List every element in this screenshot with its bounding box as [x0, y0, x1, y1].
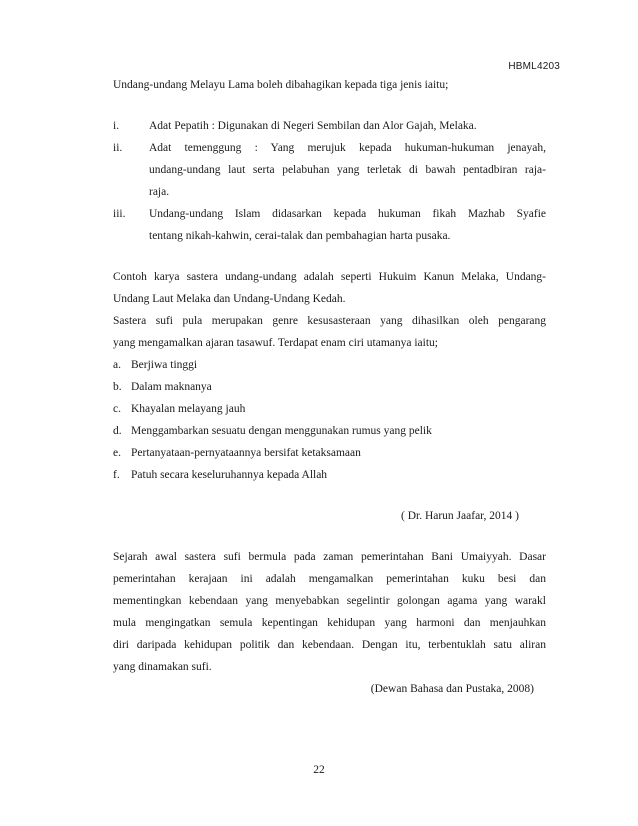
spacer [113, 247, 546, 266]
page-number: 22 [313, 764, 325, 776]
citation: (Dewan Bahasa dan Pustaka, 2008) [370, 683, 534, 695]
sufi-trait-item [113, 420, 546, 442]
history-paragraph: yang dinamakan sufi. [113, 661, 212, 673]
page-content [113, 74, 546, 700]
law-type-item [113, 203, 546, 247]
law-type-item [113, 137, 546, 203]
sufi-trait-item [113, 464, 546, 486]
list-text: Berjiwa tinggi [131, 359, 198, 371]
intro-paragraph: Undang-undang Melayu Lama boleh dibahagikan kepada tiga jenis iaitu; [113, 79, 449, 91]
spacer [113, 486, 546, 505]
list-letter: a. [113, 359, 121, 371]
document-code: HBML4203 [508, 61, 560, 72]
list-letter: d. [113, 425, 122, 437]
list-text: Dalam maknanya [131, 381, 212, 393]
list-text: raja. [149, 186, 170, 198]
examples-paragraph: Undang Laut Melaka dan Undang-Undang Kedah. [113, 293, 346, 305]
sufi-intro-paragraph: yang mengamalkan ajaran tasawuf. Terdapat enam ciri utamanya iaitu; [113, 337, 438, 349]
history-paragraph: pemerintahan kerajaan ini adalah mengamalkan pemerintahan kuku besi dan [113, 573, 546, 585]
list-text: Undang-undang Islam didasarkan kepada hukuman fikah Mazhab Syafie [149, 208, 546, 220]
list-letter: b. [113, 381, 122, 393]
examples-paragraph: Contoh karya sastera undang-undang adalah seperti Hukuim Kanun Melaka, Undang- [113, 271, 546, 283]
list-text: tentang nikah-kahwin, cerai-talak dan pembahagian harta pusaka. [149, 230, 451, 242]
law-type-item [113, 115, 546, 137]
list-text: Adat Pepatih : Digunakan di Negeri Sembilan dan Alor Gajah, Melaka. [149, 120, 477, 132]
sufi-trait-item [113, 398, 546, 420]
sufi-trait-item [113, 376, 546, 398]
spacer [113, 96, 546, 115]
list-letter: c. [113, 403, 121, 415]
history-paragraph: mula mengingatkan semula kepentingan kehidupan yang harmoni dan menjauhkan [113, 617, 546, 629]
sufi-trait-item [113, 354, 546, 376]
history-paragraph: mementingkan kebendaan yang menyebabkan segelintir golongan agama yang warakl [113, 595, 546, 607]
spacer [113, 527, 546, 546]
sufi-intro-paragraph: Sastera sufi pula merupakan genre kesusasteraan yang dihasilkan oleh pengarang [113, 315, 546, 327]
list-text: Khayalan melayang jauh [131, 403, 246, 415]
history-paragraph: diri daripada kehidupan politik dan kebendaan. Dengan itu, terbentuklah satu aliran [113, 639, 546, 651]
list-text: Pertanyataan-pernyataannya bersifat ketaksamaan [131, 447, 361, 459]
list-number: iii. [113, 208, 126, 220]
list-letter: f. [113, 469, 120, 481]
list-text: Adat temenggung : Yang merujuk kepada hukuman-hukuman jenayah, [149, 142, 546, 154]
list-letter: e. [113, 447, 121, 459]
list-text: Patuh secara keseluruhannya kepada Allah [131, 469, 328, 481]
list-number: ii. [113, 142, 123, 154]
history-paragraph: Sejarah awal sastera sufi bermula pada zaman pemerintahan Bani Umaiyyah. Dasar [113, 551, 546, 563]
citation: ( Dr. Harun Jaafar, 2014 ) [400, 510, 519, 522]
list-text: undang-undang laut serta pelabuhan yang terletak di bawah pentadbiran raja- [149, 164, 546, 176]
list-number: i. [113, 120, 120, 132]
sufi-trait-item [113, 442, 546, 464]
list-text: Menggambarkan sesuatu dengan menggunakan rumus yang pelik [131, 425, 432, 437]
